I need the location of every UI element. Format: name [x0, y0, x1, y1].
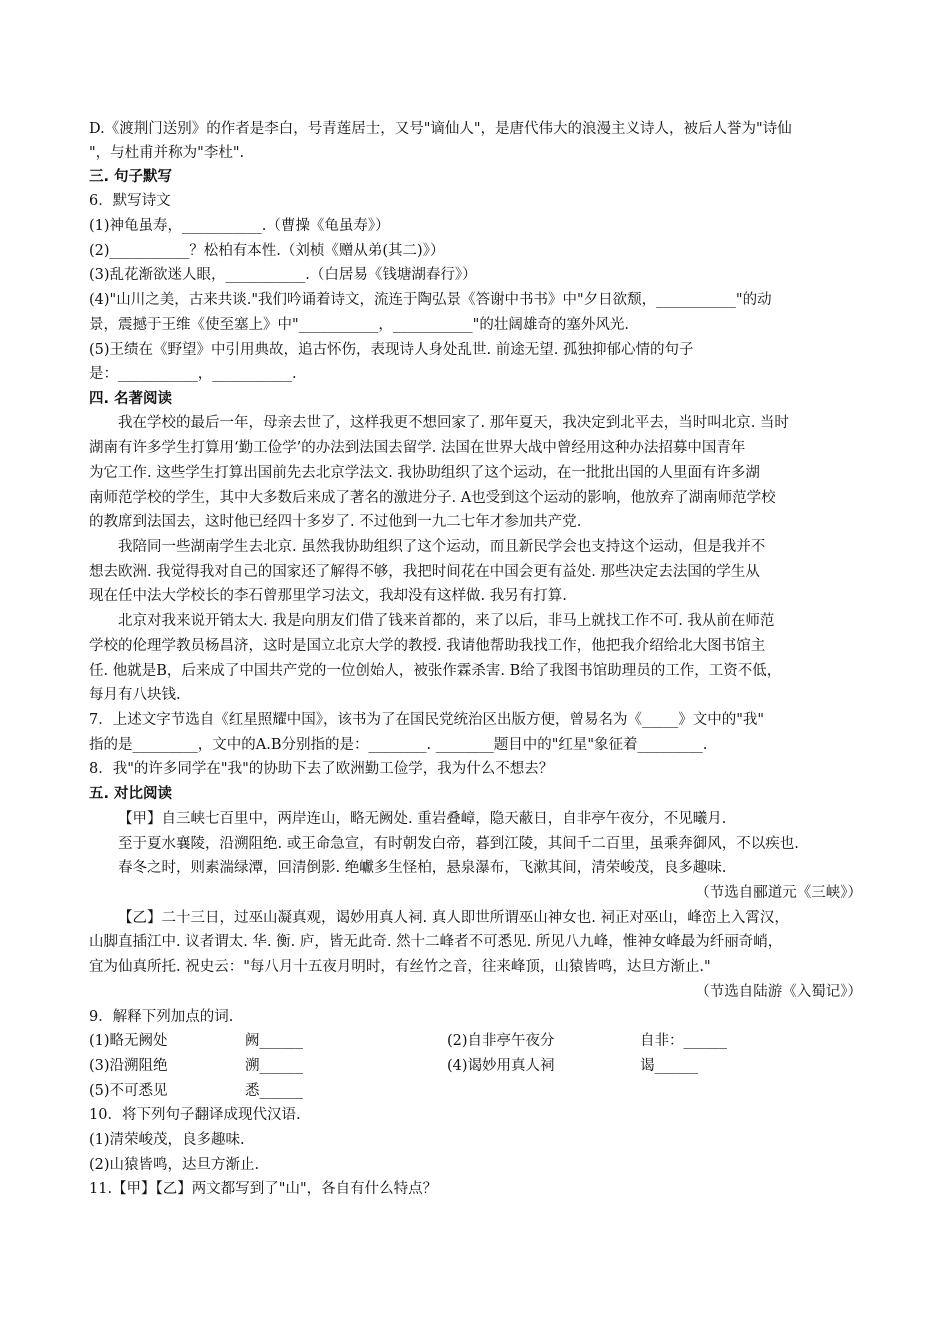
s4-paragraph-2-line: 想去欧洲. 我觉得我对自己的国家还了解得不够，我把时间花在中国会更有益处. 那些决定去法国的学生从 — [89, 564, 760, 580]
question-11: 11.【甲】【乙】两文都写到了"山"，各自有什么特点？ — [89, 1181, 438, 1197]
s4-paragraph-3-line: 北京对我来说开销太大. 我是向朋友们借了钱来首都的，来了以后，非马上就找工作不可. 我从前在师范 — [118, 613, 775, 629]
section-4-heading: 四. 名著阅读 — [89, 391, 173, 407]
option-d-line-1: D.《渡荆门送别》的作者是李白，号青莲居士，又号"谪仙人"，是唐代伟大的浪漫主义诗人，被后人誉为"诗仙 — [89, 121, 792, 137]
q6-item-2: (2)___________？松柏有本性.（刘桢《赠从弟(其二)》） — [89, 243, 445, 259]
question-9: 9．解释下列加点的词. — [89, 1009, 234, 1025]
q6-item-5-line-2: 是：___________，___________. — [89, 366, 297, 382]
q9-item-5: (5)不可悉见 — [89, 1083, 168, 1099]
q9-item-2: (2)自非亭午夜分 — [447, 1033, 555, 1049]
question-7-line-1: 7．上述文字节选自《红星照耀中国》，该书为了在国民党统治区出版方便，曾易名为《_____》文中的"我" — [89, 712, 765, 728]
s4-paragraph-1-line: 我在学校的最后一年，母亲去世了，这样我更不想回家了. 那年夏天，我决定到北平去，当时叫北京. 当时 — [118, 415, 789, 431]
section-5-heading: 五. 对比阅读 — [89, 786, 173, 802]
question-6: 6．默写诗文 — [89, 193, 171, 209]
s4-paragraph-1-line: 南师范学校的学生，其中大多数后来成了著名的激进分子. A也受到这个运动的影响，他放弃了湖南师范学校 — [89, 490, 776, 506]
s4-paragraph-3-line: 任. 他就是B，后来成了中国共产党的一位创始人，被张作霖杀害. B给了我图书馆助理员的工作，工资不低， — [89, 663, 782, 679]
passage-jia-line: 【甲】自三峡七百里中，两岸连山，略无阙处. 重岩叠嶂，隐天蔽日，自非亭午夜分，不见曦月. — [118, 811, 727, 827]
option-d-line-2: "，与杜甫并称为"李杜". — [89, 145, 245, 161]
question-7-line-2: 指的是_________，文中的A.B分别指的是：________. ________题目中的"红星"象征着_________. — [89, 737, 708, 753]
q6-item-3: (3)乱花渐欲迷人眼，___________.（白居易《钱塘湖春行》） — [89, 267, 477, 283]
q6-item-4-line-1: (4)"山川之美，古来共谈."我们吟诵着诗文，流连于陶弘景《答谢中书书》中"夕日欲颓，___________"的动 — [89, 292, 772, 308]
s4-paragraph-1-line: 为它工作. 这些学生打算出国前先去北京学法文. 我协助组织了这个运动，在一批批出国的人里面有许多湖 — [89, 465, 760, 481]
q6-item-1: (1)神龟虽寿，___________.（曹操《龟虽寿》） — [89, 218, 390, 234]
passage-jia-line: 春冬之时，则素湍绿潭，回清倒影. 绝巘多生怪柏，悬泉瀑布，飞漱其间，清荣峻茂，良多趣味. — [118, 860, 727, 876]
passage-yi-line: 宜为仙真所托. 祝史云："每八月十五夜月明时，有丝竹之音，往来峰顶，山猿皆鸣，达旦方渐止." — [89, 959, 711, 975]
passage-yi-line: 山脚直插江中. 议者谓太. 华. 衡. 庐，皆无此奇. 然十二峰者不可悉见. 所见八九峰，惟神女峰最为纤丽奇峭， — [89, 934, 783, 950]
q10-item-1: (1)清荣峻茂，良多趣味. — [89, 1132, 245, 1148]
passage-jia-source: （节选自郦道元《三峡》） — [695, 885, 862, 901]
q9-item-3: (3)沿溯阻绝 — [89, 1058, 168, 1074]
section-3-heading: 三. 句子默写 — [89, 169, 173, 185]
q9-item-5-answer: 悉______ — [245, 1083, 303, 1099]
q9-item-4: (4)谒妙用真人祠 — [447, 1058, 555, 1074]
q9-item-3-answer: 溯______ — [245, 1058, 303, 1074]
passage-yi-line: 【乙】二十三日，过巫山凝真观，谒妙用真人祠. 真人即世所谓巫山神女也. 祠正对巫山，峰峦上入霄汉， — [118, 910, 789, 926]
q9-item-2-answer: 自非：______ — [640, 1033, 727, 1049]
question-8: 8．我"的许多同学在"我"的协助下去了欧洲勤工俭学，我为什么不想去？ — [89, 761, 554, 777]
q9-item-4-answer: 谒______ — [640, 1058, 698, 1074]
q9-item-1: (1)略无阙处 — [89, 1033, 168, 1049]
q10-item-2: (2)山猿皆鸣，达旦方渐止. — [89, 1157, 260, 1173]
s4-paragraph-2-line: 我陪同一些湖南学生去北京. 虽然我协助组织了这个运动，而且新民学会也支持这个运动，但是我并不 — [118, 539, 766, 555]
passage-jia-line: 至于夏水襄陵，沿溯阻绝. 或王命急宣，有时朝发白帝，暮到江陵，其间千二百里，虽乘奔御风，不以疾也. — [118, 836, 799, 852]
s4-paragraph-3-line: 每月有八块钱. — [89, 687, 181, 703]
q6-item-4-line-2: 景，震撼于王维《使至塞上》中"___________，___________"的壮阔雄奇的塞外风光. — [89, 317, 629, 333]
passage-yi-source: （节选自陆游《入蜀记》） — [695, 984, 862, 1000]
q6-item-5-line-1: (5)王绩在《野望》中引用典故，追古怀伤，表现诗人身处乱世. 前途无望. 孤独抑郁心情的句子 — [89, 342, 694, 358]
s4-paragraph-1-line: 的教席到法国去，这时他已经四十多岁了. 不过他到一九二七年才参加共产党. — [89, 514, 582, 530]
s4-paragraph-2-line: 现在任中法大学校长的李石曾那里学习法文，我却没有这样做. 我另有打算. — [89, 588, 567, 604]
q9-item-1-answer: 阙______ — [245, 1033, 303, 1049]
question-10: 10．将下列句子翻译成现代汉语. — [89, 1107, 301, 1123]
s4-paragraph-3-line: 学校的伦理学教员杨昌济，这时是国立北京大学的教授. 我请他帮助我找工作，他把我介绍给北大图书馆主 — [89, 638, 766, 654]
s4-paragraph-1-line: 湖南有许多学生打算用‘勤工俭学’的办法到法国去留学. 法国在世界大战中曾经用这种办法招募中国青年 — [89, 440, 746, 456]
